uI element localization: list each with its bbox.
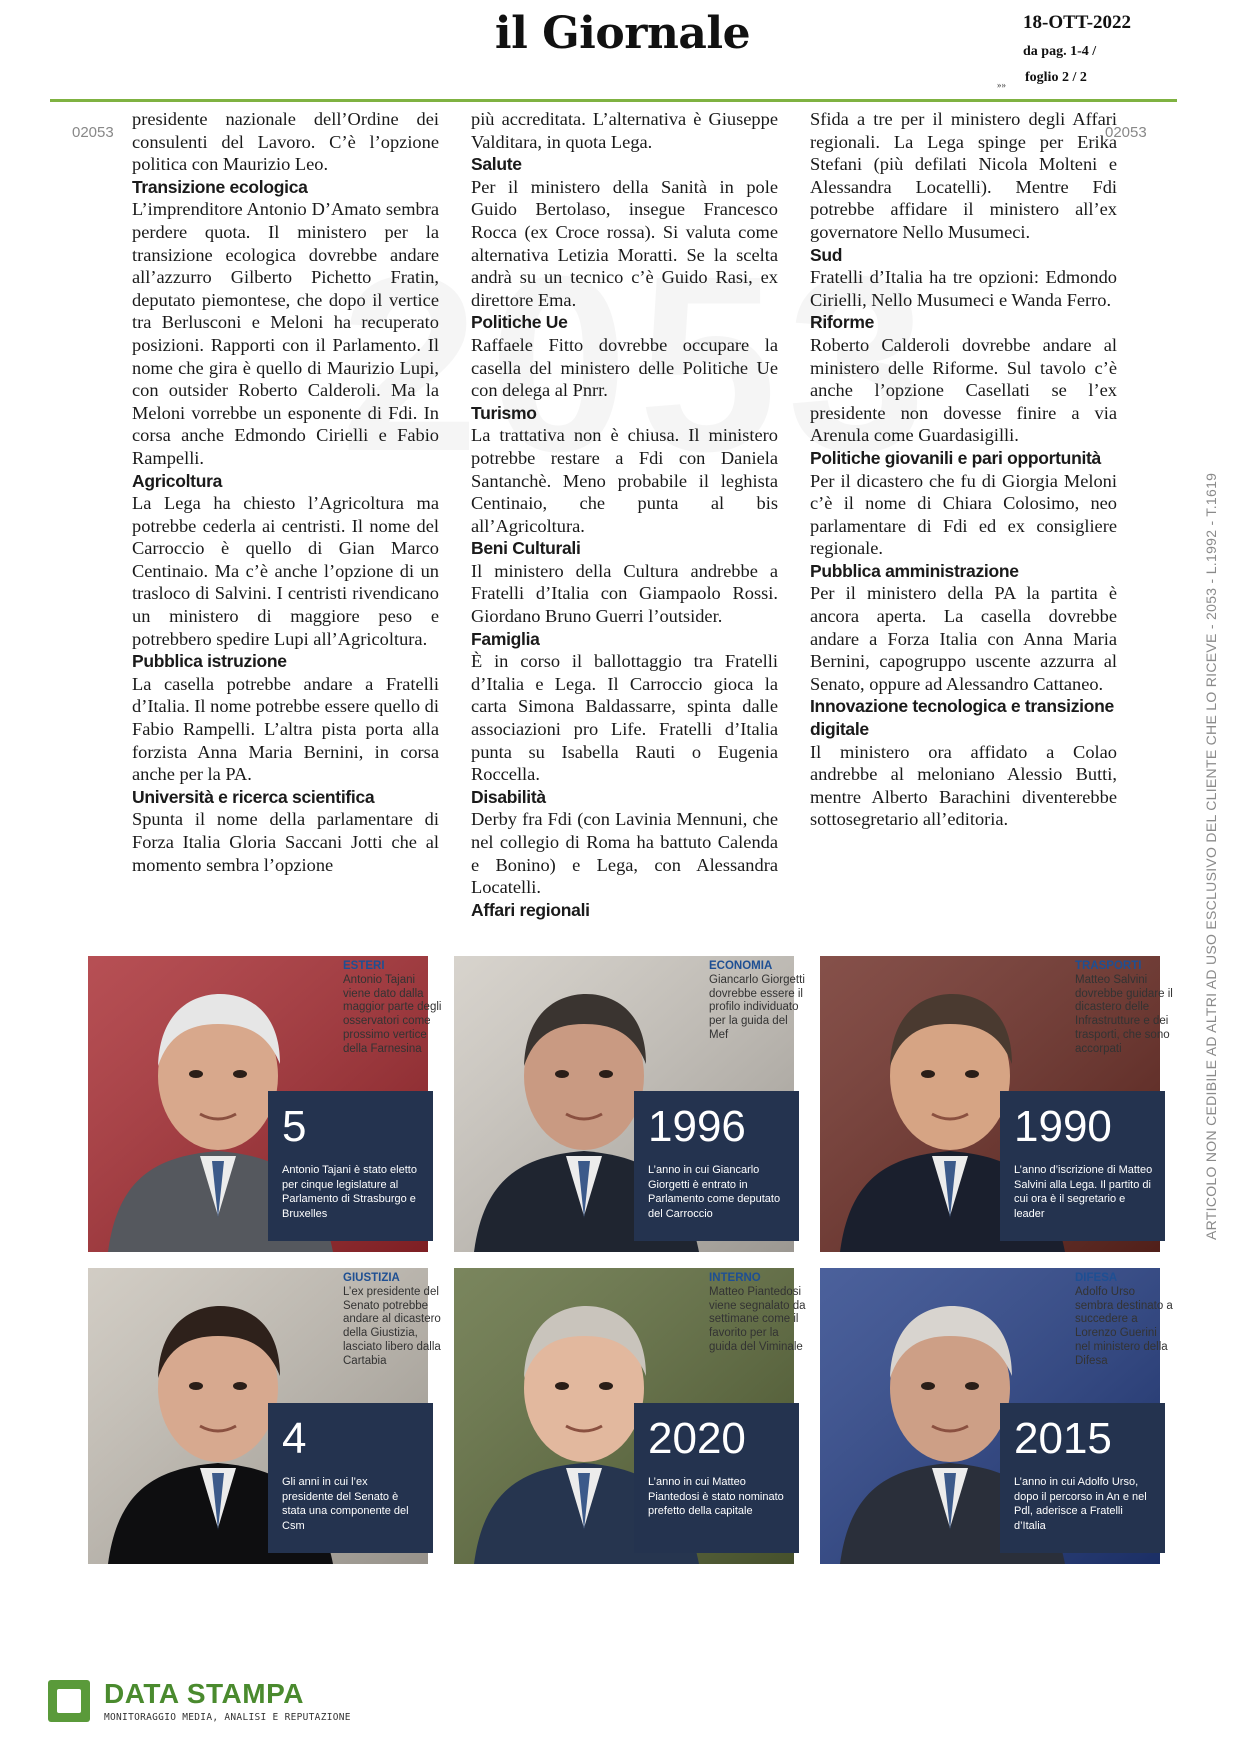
fact-text: Antonio Tajani è stato eletto per cinque legislature al Parlamento di Strasburgo e Bruxelles [282, 1164, 417, 1220]
page-meta [997, 12, 1132, 90]
page-range: da pag. 1-4 / [1023, 44, 1097, 59]
article-paragraph: Fratelli d’Italia ha tre opzioni: Edmondo Cirielli, Nello Musumeci e Wanda Ferro. [810, 267, 1117, 310]
section-heading: Università e ricerca scientifica [132, 786, 375, 807]
fact-text: L’anno in cui Matteo Piantedosi è stato nominato prefetto della capitale [648, 1476, 784, 1517]
minister-card [454, 1268, 806, 1564]
article-paragraph: La Lega ha chiesto l’Agricoltura ma potrebbe cederla ai centristi. Il nome del Carroccio è quello di Gian Marco Centinaio. Ma c’è anche l’opzione di un trasloco di Salvini. I centristi rivendicano un ministero di maggiore peso e potrebbero spedire Lupi all’Agricoltura. [132, 493, 439, 649]
article-paragraph: più accreditata. L’alternativa è Giuseppe Valditara, in quota Lega. [471, 109, 778, 152]
masthead: il Giornale [494, 8, 751, 59]
minister-card [820, 956, 1173, 1252]
ministry-label: ESTERI [343, 960, 385, 972]
logo-tagline: MONITORAGGIO MEDIA, ANALISI E REPUTAZIONE [104, 1712, 351, 1723]
article-paragraph: Per il dicastero che fu di Giorgia Meloni c’è il nome di Chiara Colosimo, neo parlamentare di Fdi ed ex consigliere regionale. [810, 470, 1117, 559]
fact-number: 5 [282, 1102, 307, 1151]
section-heading: Transizione ecologica [132, 176, 308, 197]
article-paragraph: Il ministero della Cultura andrebbe a Fratelli d’Italia con Giampaolo Rossi. Giordano Bruno Guerri l’outsider. [471, 560, 778, 627]
fact-box [634, 1091, 799, 1241]
article-paragraph: Derby fra Fdi (con Lavinia Mennuni, che nel collegio di Roma ha battuto Calenda e Bonino) e Lega, con Alessandra Locatelli. [471, 809, 778, 898]
fact-box [268, 1403, 433, 1553]
section-heading: Famiglia [471, 628, 540, 649]
section-heading: Riforme [810, 312, 875, 333]
article-paragraph: Per il ministero della Sanità in pole Guido Bertolaso, insegue Francesco Rocca (ex Croce rossa). Si valuta come alternativa Letizia Moratti. Se la scelta andrà su un tecnico c’è Guido Rasi, ex direttore Ema. [471, 176, 778, 310]
fact-number: 2020 [648, 1414, 746, 1463]
article-paragraph: È in corso il ballottaggio tra Fratelli d’Italia e Lega. Il Carroccio gioca la carta Simona Baldassarre, spinta dalle associazioni pro Life. Fratelli d’Italia punta su Isabella Rauti o Eugenia Roccella. [471, 651, 778, 785]
article-column-2 [471, 108, 778, 921]
fact-box [1000, 1091, 1165, 1241]
ministry-label: GIUSTIZIA [343, 1272, 400, 1284]
section-heading: Disabilità [471, 786, 546, 807]
fact-text: L’anno in cui Adolfo Urso, dopo il percorso in An e nel Pdl, aderisce a Fratelli d’Italia [1014, 1476, 1147, 1532]
fact-box [268, 1091, 433, 1241]
article-paragraph: La casella potrebbe andare a Fratelli d’Italia. Il nome potrebbe essere quello di Fabio Rampelli. L’altra pista porta alla forzista Anna Maria Bernini, in corsa anche per la PA. [132, 673, 439, 785]
card-caption [343, 1272, 443, 1369]
section-heading: Salute [471, 154, 522, 175]
section-heading: Innovazione tecnologica e transizione digitale [810, 696, 1114, 740]
card-caption [1075, 960, 1175, 1057]
article-paragraph: Il ministero ora affidato a Colao andrebbe al meloniano Alessio Butti, mentre Alberto Barachini diventerebbe sottosegretario all’editoria. [810, 741, 1117, 830]
minister-card [820, 1268, 1173, 1564]
minister-card [88, 1268, 441, 1564]
article-column-3 [810, 108, 1117, 831]
article-column-1 [132, 108, 439, 876]
article-paragraph: La trattativa non è chiusa. Il ministero potrebbe restare a Fdi con Daniela Santanchè. Meno probabile il leghista Centinaio, che punta al bis all’Agricoltura. [471, 425, 778, 536]
section-heading: Pubblica istruzione [132, 651, 287, 672]
article-paragraph: Sfida a tre per il ministero degli Affari regionali. La Lega spinge per Erika Stefani (più defilati Nicola Molteni e Alessandra Locatelli). Mentre Fdi potrebbe affidare il ministero all’ex governatore Nello Musumeci. [810, 109, 1117, 242]
caption-text: Giancarlo Giorgetti dovrebbe essere il profilo individuato per la guida del Mef [709, 973, 805, 1041]
sheet-number: foglio 2 / 2 [1025, 70, 1087, 85]
card-caption [709, 960, 809, 1043]
fact-number: 2015 [1014, 1414, 1112, 1463]
sheet-arrows: »» [997, 80, 1006, 90]
issue-date: 18-OTT-2022 [1023, 12, 1132, 33]
ministry-label: DIFESA [1075, 1272, 1118, 1284]
article-paragraph: Spunta il nome della parlamentare di Forza Italia Gloria Saccani Jotti che al momento sembra l’opzione [132, 809, 439, 875]
ministry-label: ECONOMIA [709, 960, 773, 972]
caption-text: L’ex presidente del Senato potrebbe andare al dicastero della Giustizia, lasciato libero dalla Cartabia [343, 1285, 441, 1367]
client-code-right: 02053 [1105, 124, 1147, 141]
fact-number: 1996 [648, 1102, 746, 1151]
article-paragraph: Per il ministero della PA la partita è ancora aperta. La casella dovrebbe andare a Forza Italia con Anna Maria Bernini, capogruppo uscente azzurra al Senato, oppure ad Alessandro Cattaneo. [810, 583, 1117, 694]
client-code-left: 02053 [72, 124, 114, 141]
article-paragraph: L’imprenditore Antonio D’Amato sembra perdere quota. Il ministero per la transizione ecologica dovrebbe andare all’azzurro Gilberto Pichetto Fratin, deputato piemontese, che dopo il vertice tra Berlusconi e Meloni ha recuperato posizioni. Rapporti con il Parlamento. Il nome che gira è quello di Maurizio Lupi, con outsider Roberto Calderoli. Ma la Meloni vorrebbe un esponente di Fdi. In corsa anche Edmondo Cirielli e Fabio Rampelli. [132, 199, 439, 468]
card-caption [709, 1272, 809, 1355]
logo-brand: DATA STAMPA [104, 1678, 304, 1709]
fact-box [634, 1403, 799, 1553]
card-caption [1075, 1272, 1175, 1369]
caption-text: Matteo Piantedosi viene segnalato da settimane come il favorito per la guida del Viminale [709, 1285, 806, 1353]
article-paragraph: Raffaele Fitto dovrebbe occupare la casella del ministero delle Politiche Ue con delega al Pnrr. [471, 334, 778, 401]
section-heading: Agricoltura [132, 470, 223, 491]
caption-text: Antonio Tajani viene dato dalla maggior parte degli osservatori come prossimo vertice della Farnesina [343, 973, 442, 1055]
logo-square-icon [48, 1680, 90, 1722]
section-heading: Pubblica amministrazione [810, 560, 1019, 581]
minister-card [88, 956, 442, 1252]
fact-box [1000, 1403, 1165, 1553]
caption-text: Matteo Salvini dovrebbe guidare il dicastero delle Infrastrutture e dei trasporti, che sono accorpati [1075, 973, 1173, 1055]
ministry-label: INTERNO [709, 1272, 761, 1284]
fact-text: L’anno d’iscrizione di Matteo Salvini alla Lega. Il partito di cui ora è il segretario e leader [1014, 1164, 1153, 1220]
article-paragraph: Roberto Calderoli dovrebbe andare al ministero delle Riforme. Sul tavolo c’è anche l’opzione Casellati se l’ex presidente non dovesse finire a via Arenula come Guardasigilli. [810, 334, 1117, 446]
card-caption [343, 960, 443, 1057]
fact-number: 1990 [1014, 1102, 1112, 1151]
section-heading: Politiche Ue [471, 312, 568, 333]
caption-text: Adolfo Urso sembra destinato a succedere a Lorenzo Guerini nel ministero della Difesa [1075, 1285, 1173, 1367]
header-rule [50, 99, 1177, 102]
minister-card [454, 956, 805, 1252]
section-heading: Politiche giovanili e pari opportunità [810, 447, 1101, 468]
fact-text: L’anno in cui Giancarlo Giorgetti è entrato in Parlamento come deputato del Carroccio [648, 1164, 781, 1220]
ministry-label: TRASPORTI [1075, 960, 1142, 972]
article-paragraph: presidente nazionale dell’Ordine dei consulenti del Lavoro. C’è l’opzione politica con Maurizio Leo. [132, 109, 439, 175]
section-heading: Turismo [471, 402, 537, 423]
section-heading: Sud [810, 244, 843, 265]
section-heading: Affari regionali [471, 899, 590, 920]
fact-text: Gli anni in cui l’ex presidente del Senato è stata una componente del Csm [282, 1476, 409, 1532]
fact-number: 4 [282, 1414, 307, 1463]
section-heading: Beni Culturali [471, 538, 581, 559]
